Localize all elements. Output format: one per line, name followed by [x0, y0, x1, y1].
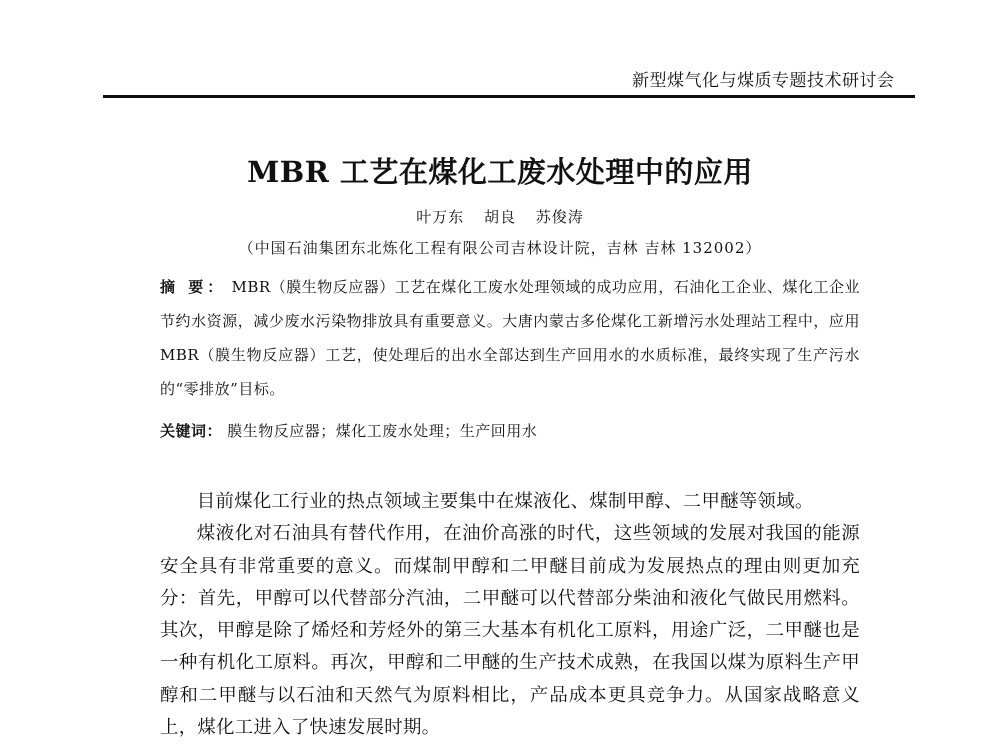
- header-rule: [103, 95, 915, 98]
- keywords: [160, 420, 860, 441]
- article-title: MBR 工艺在煤化工废水处理中的应用: [247, 155, 753, 189]
- article-authors: 叶万东 胡良 苏俊涛: [416, 208, 584, 226]
- abstract: [160, 270, 860, 406]
- abstract-label: 摘 要：: [160, 278, 227, 296]
- body-text: [160, 486, 860, 744]
- keywords-label: 关键词：: [160, 422, 223, 440]
- abstract-text: MBR（膜生物反应器）工艺在煤化工废水处理领域的成功应用，石油化工企业、煤化工企业节约水资源，减少废水污染物排放具有重要意义。大唐内蒙古多伦煤化工新增污水处理站工程中，应用 MBR（膜生物反应器）工艺，使处理后的出水全部达到生产回用水的水质标准，最终实现了生产污水的“零排放”目标。: [160, 278, 860, 398]
- keywords-text: 膜生物反应器；煤化工废水处理；生产回用水: [227, 422, 538, 440]
- article-affiliation: （中国石油集团东北炼化工程有限公司吉林设计院，吉林 吉林 132002）: [238, 239, 762, 257]
- running-title: 新型煤气化与煤质专题技术研讨会: [632, 71, 895, 91]
- body-paragraph: 目前煤化工行业的热点领域主要集中在煤液化、煤制甲醇、二甲醚等领域。: [196, 491, 814, 512]
- body-paragraph: 煤液化对石油具有替代作用，在油价高涨的时代，这些领域的发展对我国的能源安全具有非常重要的意义。而煤制甲醇和二甲醚目前成为发展热点的理由则更加充分：首先，甲醇可以代替部分汽油，二甲醚可以代替部分柴油和液化气做民用燃料。其次，甲醇是除了烯烃和芳烃外的第三大基本有机化工原料，用途广泛，二甲醚也是一种有机化工原料。再次，甲醇和二甲醚的生产技术成熟，在我国以煤为原料生产甲醇和二甲醚与以石油和天然气为原料相比，产品成本更具竞争力。从国家战略意义上，煤化工进入了快速发展时期。: [160, 523, 860, 739]
